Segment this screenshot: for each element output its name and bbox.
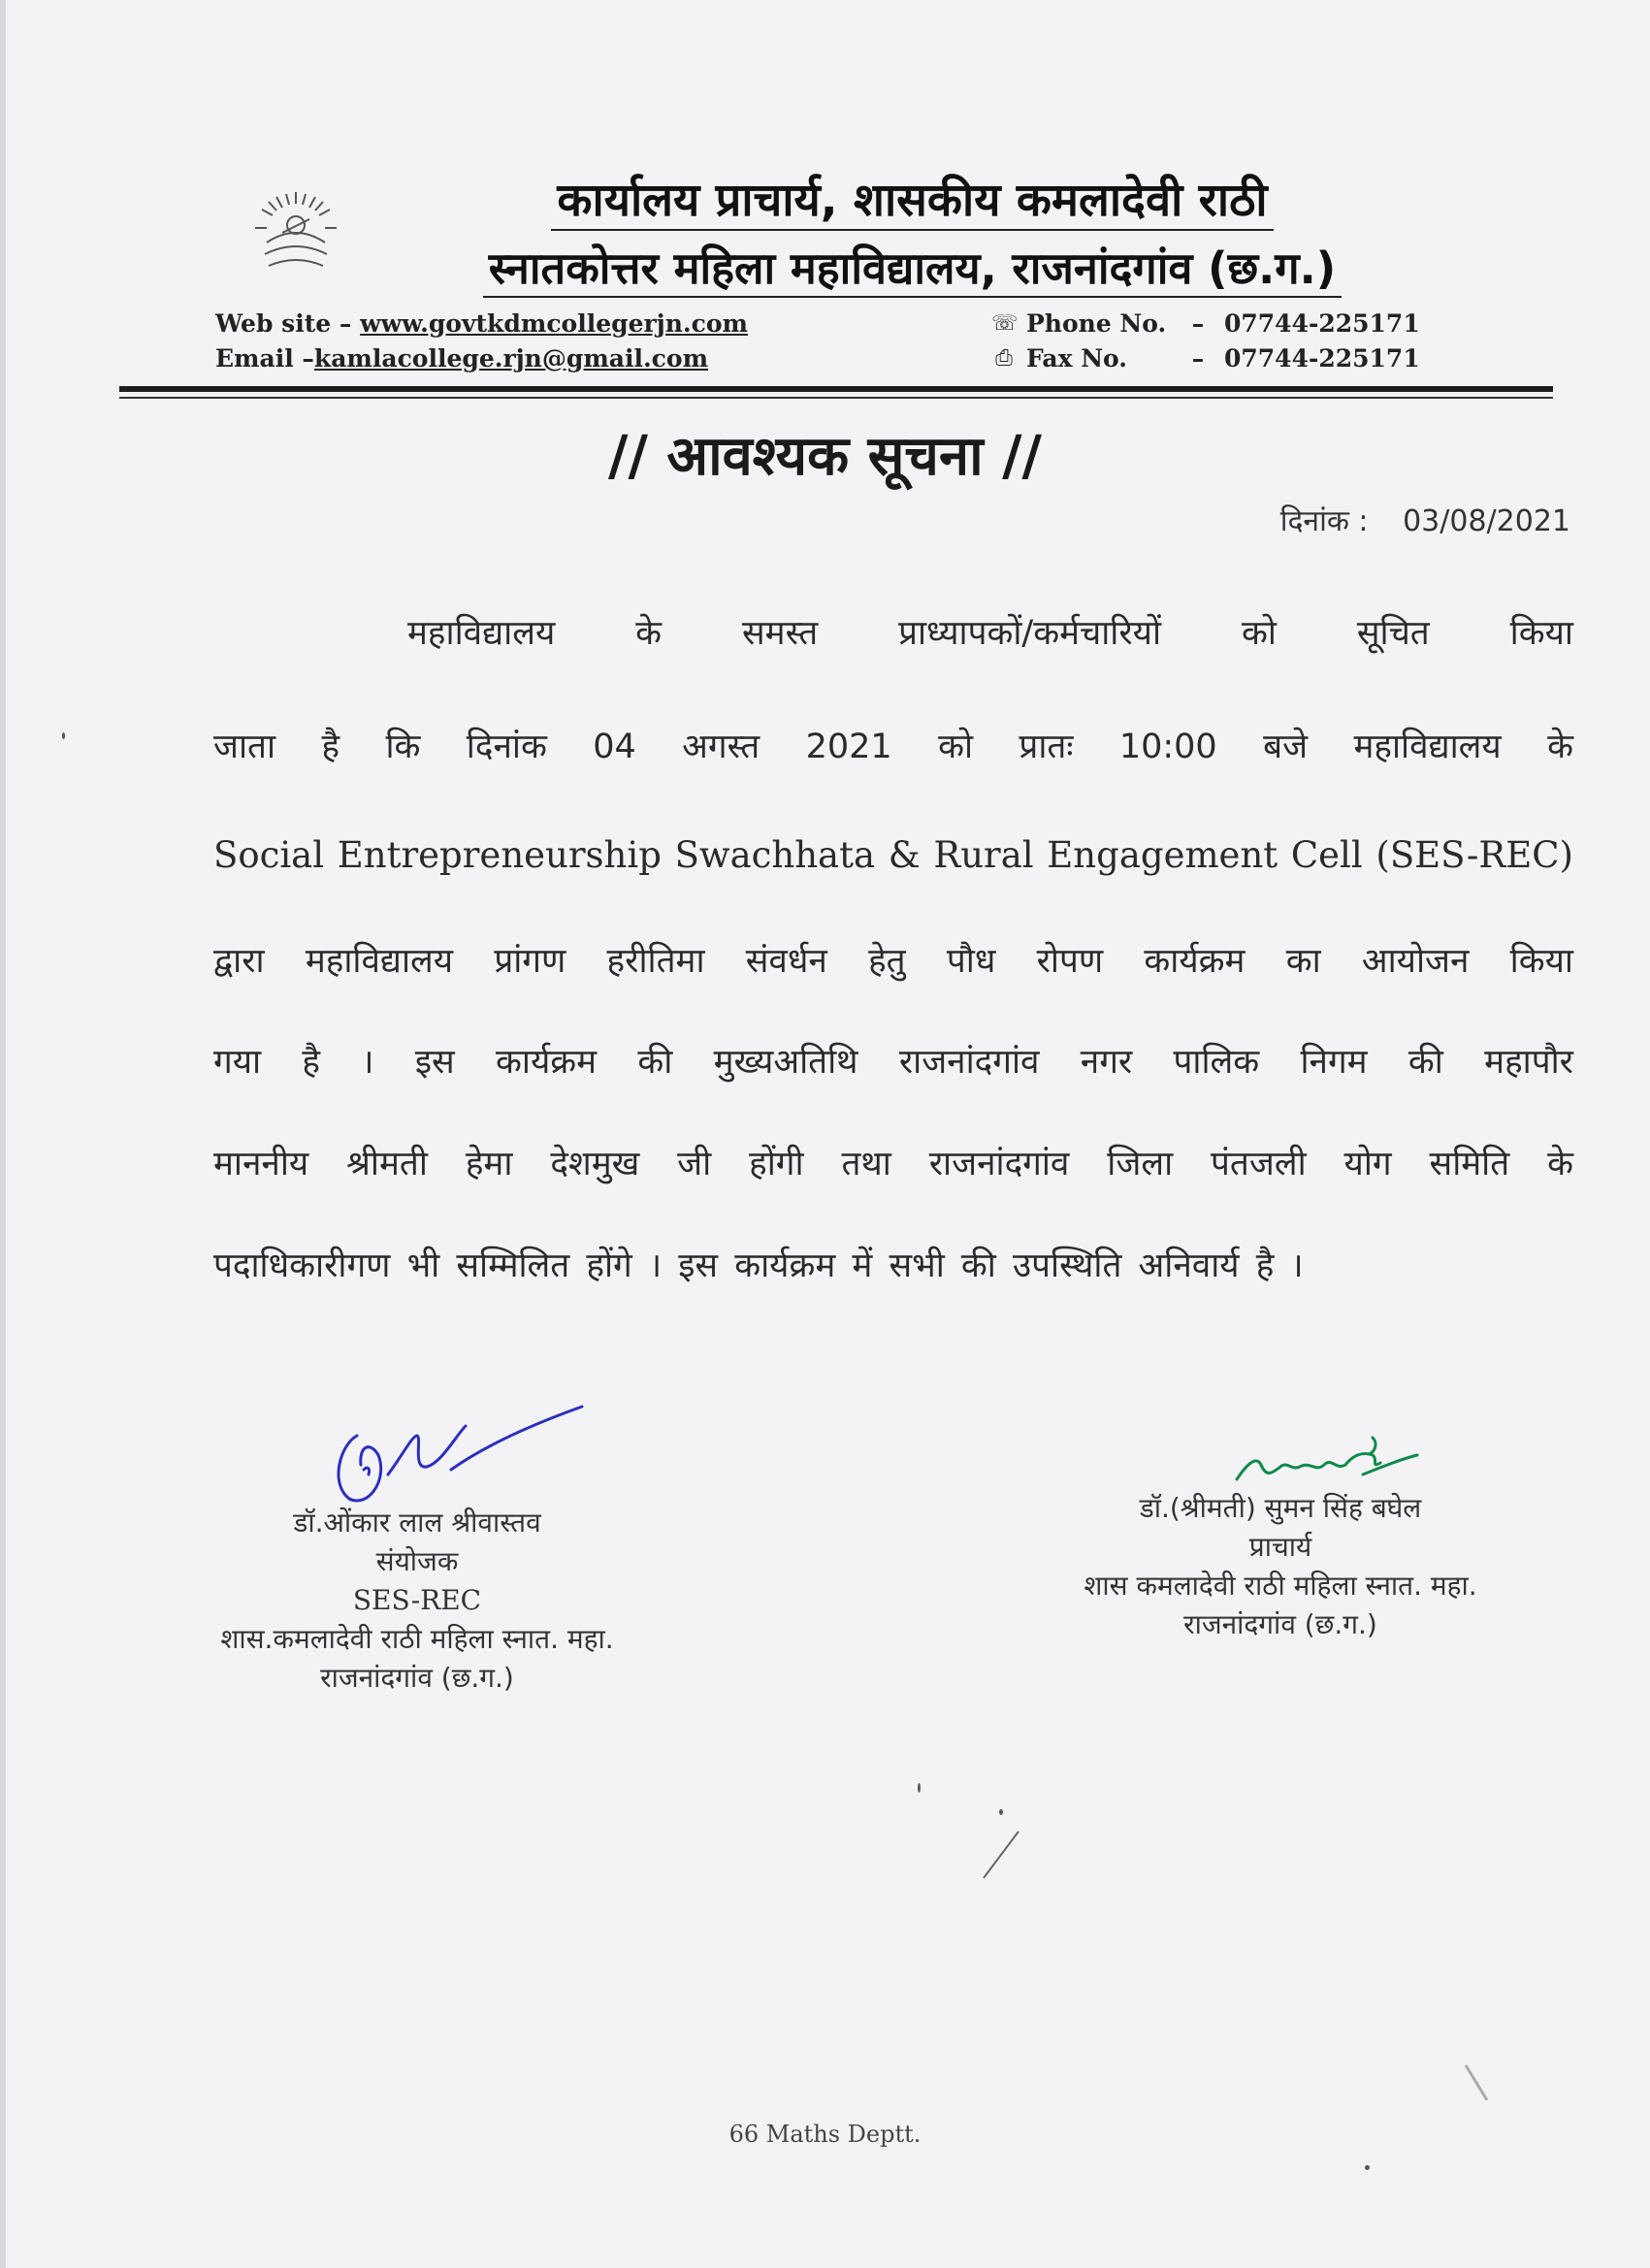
fax-row <box>991 341 1420 376</box>
notice-title: // आवश्यक सूचना // <box>608 425 1042 488</box>
notice-body-line: जाता है कि दिनांक 04 अगस्त 2021 को प्रातः 10:00 बजे महाविद्यालय के <box>213 728 1573 766</box>
website-label: Web site – <box>215 309 352 338</box>
phone-number: 07744-225171 <box>1224 309 1420 338</box>
telephone-icon: ☏ <box>991 311 1019 336</box>
scan-speck <box>62 732 65 739</box>
date-label: दिनांक : <box>1279 504 1369 538</box>
email-row <box>215 341 748 376</box>
scan-speck <box>918 1783 921 1793</box>
contact-phone-fax <box>991 307 1420 376</box>
coordinator-designation: संयोजक <box>375 1545 459 1577</box>
scan-speck <box>999 1809 1003 1815</box>
website-link[interactable]: www.govtkdmcollegerjn.com <box>360 309 748 338</box>
scan-speck <box>1365 2165 1370 2170</box>
footer-note: 66 Maths Deptt. <box>728 2121 922 2148</box>
coordinator-place: राजनांदगांव (छ.ग.) <box>320 1662 514 1694</box>
principal-signature <box>1227 1426 1421 1494</box>
college-header-line-1: कार्यालय प्राचार्य, शासकीय कमलादेवी राठी <box>87 167 1650 229</box>
website-row <box>215 307 748 341</box>
principal-name: डॉ.(श्रीमती) सुमन सिंह बघेल <box>1139 1492 1422 1524</box>
principal-signature-block <box>999 1489 1562 1644</box>
notice-body-line: Social Entrepreneurship Swachhata & Rural Engagement Cell (SES-REC) <box>213 834 1573 876</box>
scan-mark <box>1460 2061 1499 2110</box>
notice-body-line: द्वारा महाविद्यालय प्रांगण हरीतिमा संवर्धन हेतु पौध रोपण कार्यक्रम का आयोजन किया <box>213 942 1573 981</box>
coordinator-institution: शास.कमलादेवी राठी महिला स्नात. महा. <box>220 1623 614 1655</box>
phone-dash: – <box>1191 309 1205 338</box>
notice-body-line: महाविद्यालय के समस्त प्राध्यापकों/कर्मचारियों को सूचित किया <box>407 614 1573 653</box>
header-divider-thick <box>119 386 1553 392</box>
phone-row <box>991 307 1420 341</box>
coordinator-name: डॉ.ओंकार लाल श्रीवास्तव <box>293 1507 541 1539</box>
coordinator-signature-block <box>136 1504 698 1698</box>
notice-body-line: पदाधिकारीगण भी सम्मिलित होंगे । इस कार्यक्रम में सभी की उपस्थिति अनिवार्य है । <box>213 1247 1304 1285</box>
page-edge <box>0 0 6 2268</box>
email-label: Email – <box>215 344 314 373</box>
contact-web-email <box>215 307 748 376</box>
fax-dash: – <box>1191 344 1205 373</box>
coordinator-signature <box>320 1377 592 1523</box>
college-header-line-2: स्नातकोत्तर महिला महाविद्यालय, राजनांदगांव (छ.ग.) <box>87 238 1650 297</box>
notice-body-line: गया है । इस कार्यक्रम की मुख्यअतिथि राजनांदगांव नगर पालिक निगम की महापौर <box>213 1043 1573 1082</box>
scan-mark <box>980 1824 1038 1882</box>
principal-designation: प्राचार्य <box>1248 1531 1312 1563</box>
principal-place: राजनांदगांव (छ.ग.) <box>1183 1608 1377 1640</box>
date-value: 03/08/2021 <box>1403 504 1570 538</box>
fax-label: Fax No. <box>1026 344 1127 373</box>
fax-icon: ⎙ <box>995 346 1013 371</box>
notice-date <box>1280 500 1570 539</box>
principal-institution: शास कमलादेवी राठी महिला स्नात. महा. <box>1084 1570 1477 1602</box>
coordinator-unit: SES-REC <box>352 1584 482 1616</box>
header-divider-thin <box>119 397 1553 399</box>
email-link[interactable]: kamlacollege.rjn@gmail.com <box>313 344 709 373</box>
fax-number: 07744-225171 <box>1224 344 1420 373</box>
notice-body-line: माननीय श्रीमती हेमा देशमुख जी होंगी तथा राजनांदगांव जिला पंतजली योग समिति के <box>213 1145 1573 1183</box>
phone-label: Phone No. <box>1026 309 1167 338</box>
